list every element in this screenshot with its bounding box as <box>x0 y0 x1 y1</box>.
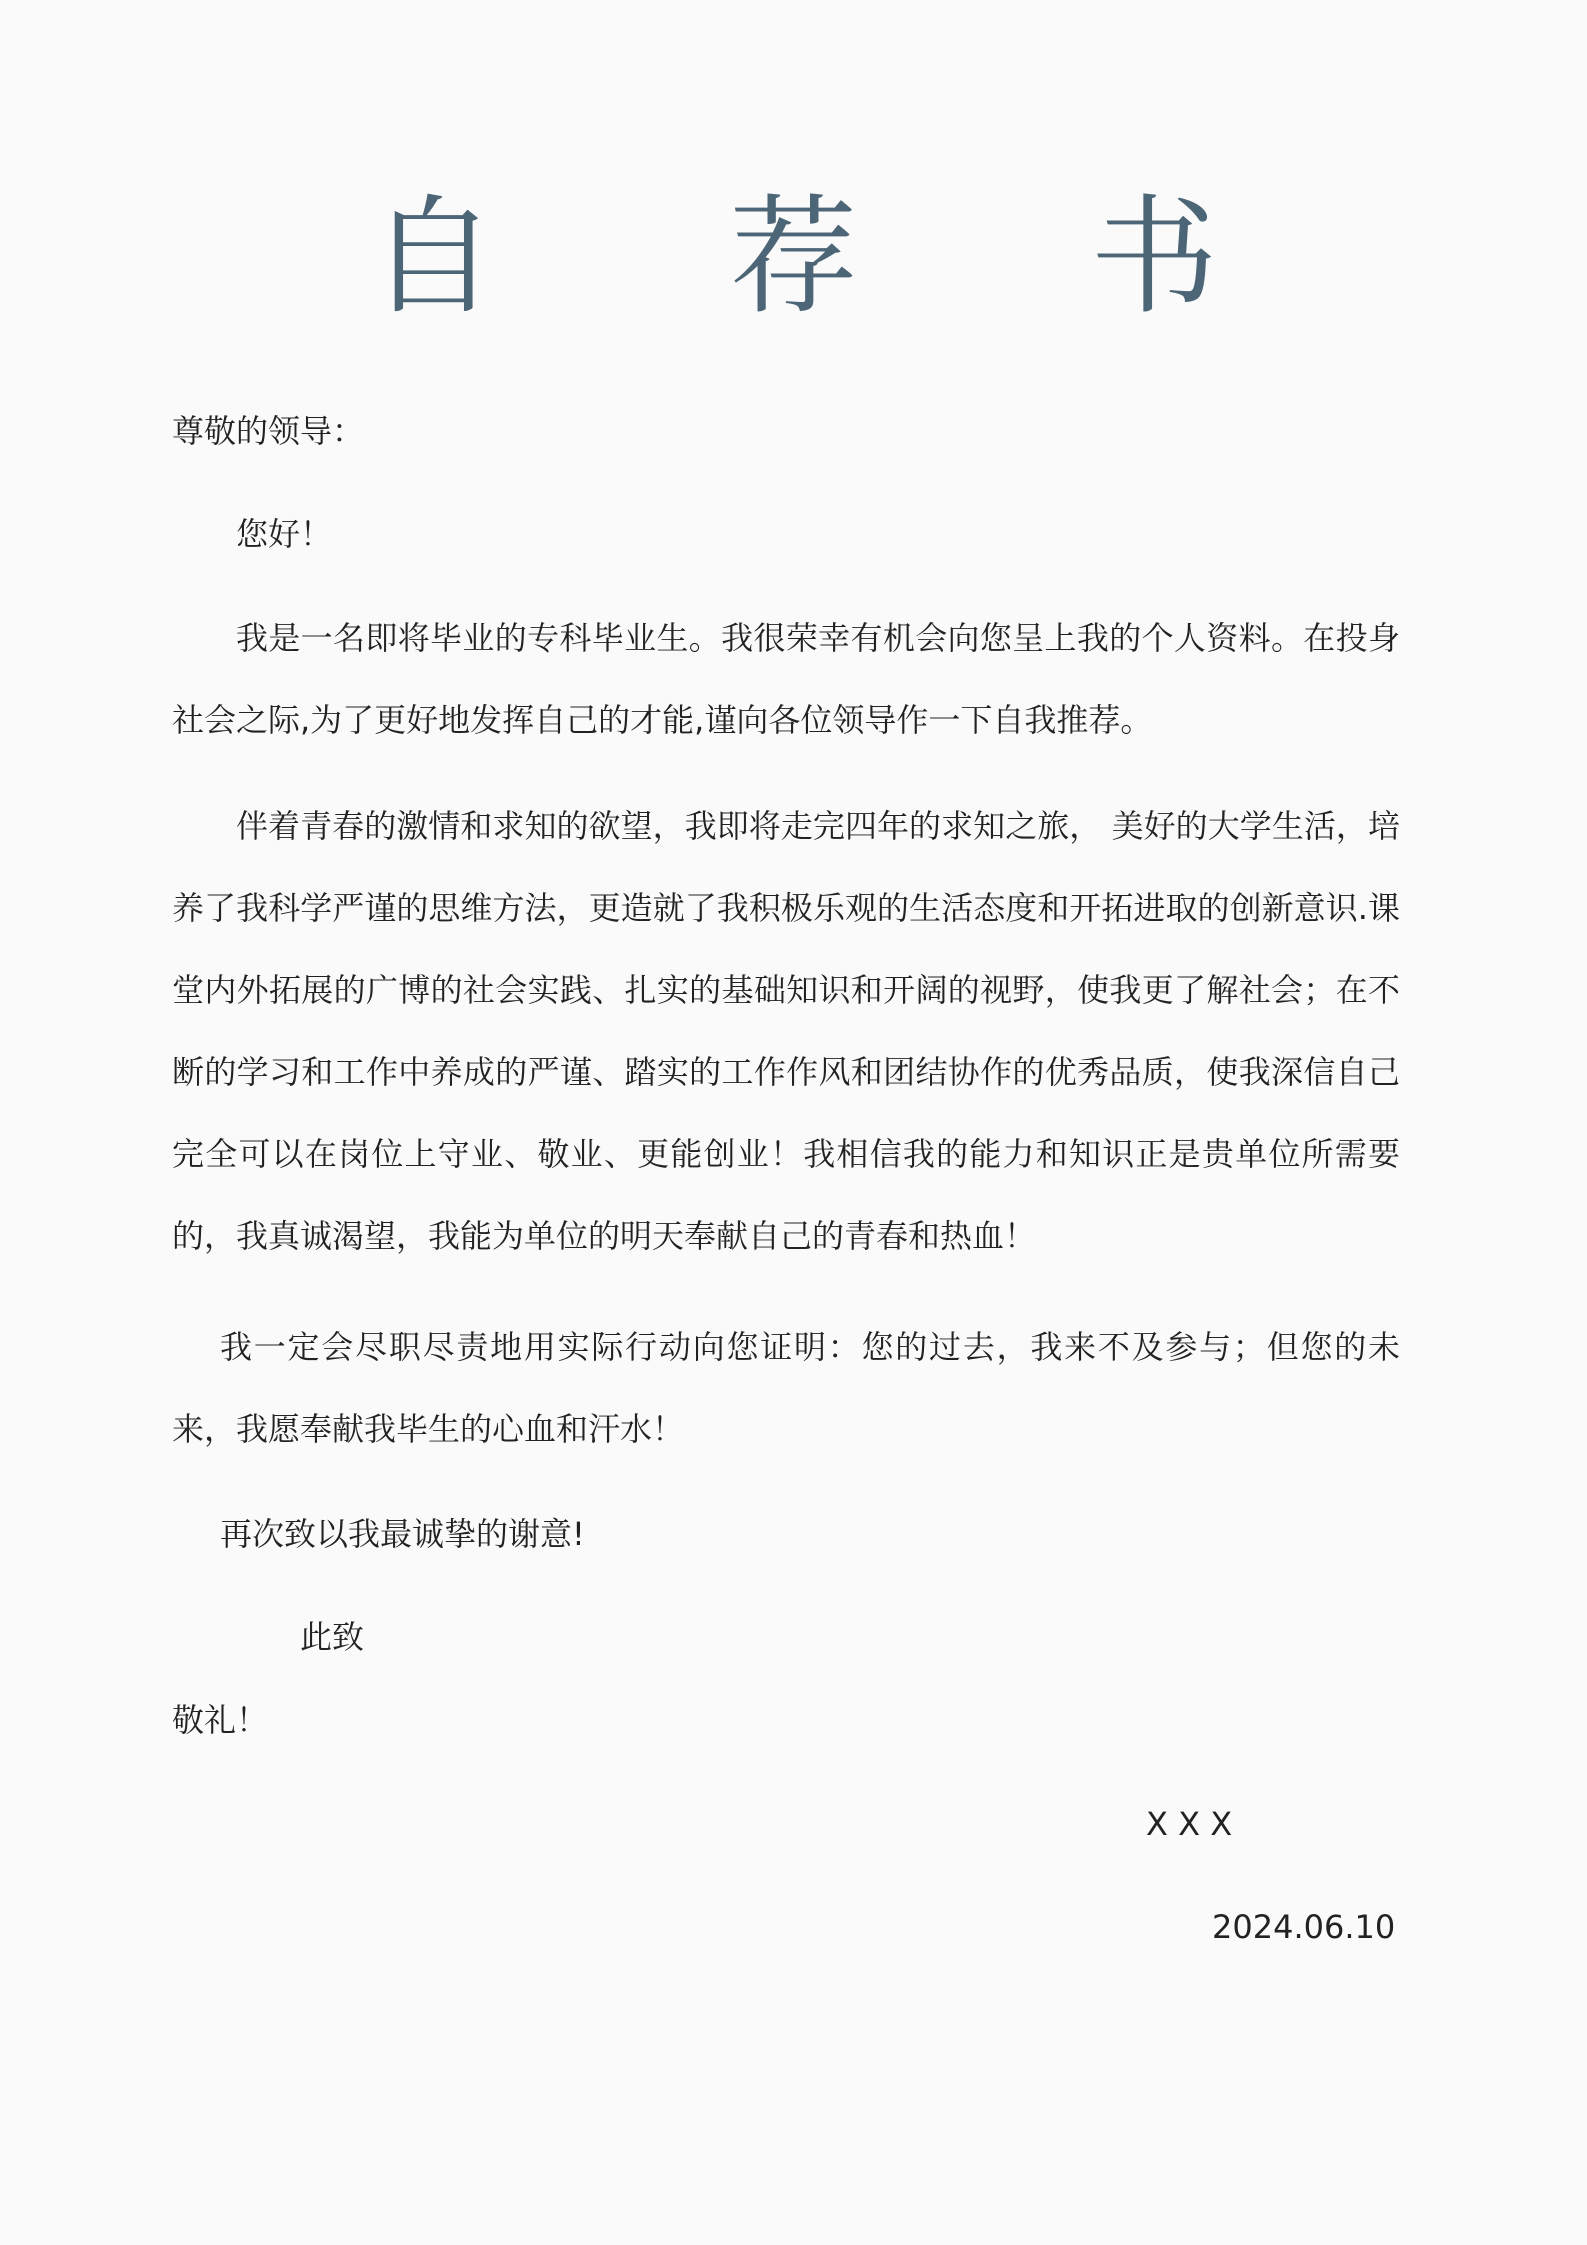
document-title: 自 荐 书 <box>368 183 1315 332</box>
paragraph-commitment: 我一定会尽职尽责地用实际行动向您证明：您的过去，我来不及参与；但您的未来，我愿奉献我毕生的心血和汗水！ <box>172 1328 1400 1448</box>
signature: X X X <box>1146 1805 1233 1843</box>
paragraph-intro: 我是一名即将毕业的专科毕业生。我很荣幸有机会向您呈上我的个人资料。在投身社会之际,为了更好地发挥自己的才能,谨向各位领导作一下自我推荐。 <box>172 619 1400 739</box>
greeting: 您好！ <box>236 515 333 553</box>
paragraph-thanks: 再次致以我最诚挚的谢意! <box>220 1515 585 1553</box>
closing-jing-li: 敬礼！ <box>172 1701 269 1739</box>
paragraph-body: 伴着青春的激情和求知的欲望，我即将走完四年的求知之旅， 美好的大学生活，培养了我科学严谨的思维方法，更造就了我积极乐观的生活态度和开拓进取的创新意识.课堂内外拓展的广博的社会实践、扎实的基础知识和开阔的视野，使我更了解社会；在不断的学习和工作中养成的严谨、踏实的工作作风和团结协作的优秀品质，使我深信自己完全可以在岗位上守业、敬业、更能创业！我相信我的能力和知识正是贵单位所需要的，我真诚渴望，我能为单位的明天奉献自己的青春和热血！ <box>172 807 1400 1255</box>
closing-ci-zhi: 此致 <box>300 1618 365 1656</box>
date: 2024.06.10 <box>1212 1908 1396 1946</box>
salutation: 尊敬的领导： <box>172 412 365 450</box>
